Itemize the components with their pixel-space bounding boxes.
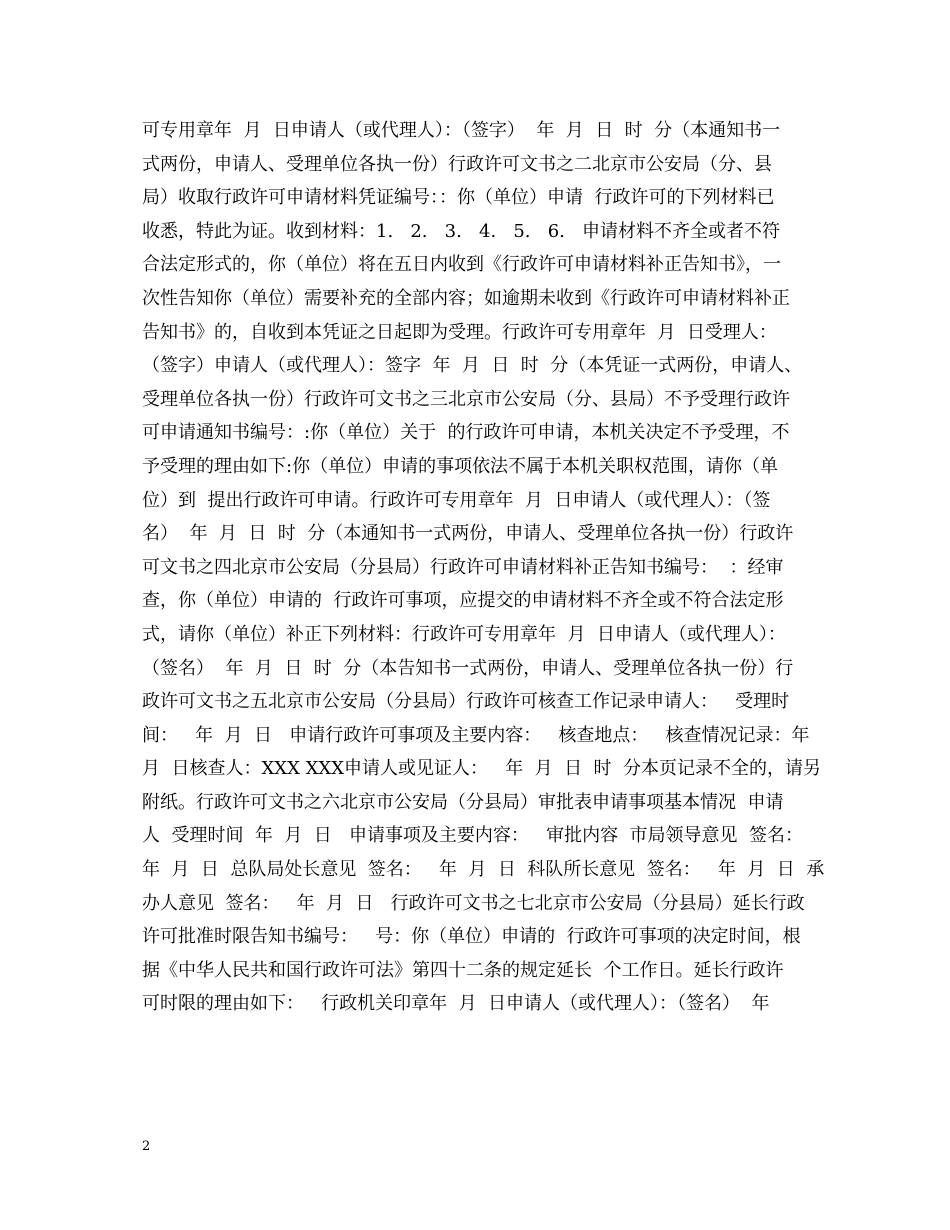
text-line: 式两份，申请人、受理单位各执一份）行政许可文书之二北京市公安局（分、县: [142, 153, 772, 175]
text-line: 可时限的理由如下： 行政机关印章年 月 日申请人（或代理人）：（签名） 年: [142, 993, 770, 1015]
text-line: 予受理的理由如下:你（单位）申请的事项依法不属于本机关职权范围，请你（单: [142, 455, 779, 477]
text-line: 可申请通知书编号：:你（单位）关于 的行政许可申请，本机关决定不予受理，不: [142, 422, 790, 444]
text-line: （签名） 年 月 日 时 分（本告知书一式两份，申请人、受理单位各执一份）行: [142, 657, 794, 679]
text-line: 受理单位各执一份）行政许可文书之三北京市公安局（分、县局）不予受理行政许: [142, 388, 790, 410]
text-line: 位）到 提出行政许可申请。行政许可专用章年 月 日申请人（或代理人）：（签: [142, 489, 771, 511]
text-line: 查，你（单位）申请的 行政许可事项，应提交的申请材料不齐全或不符合法定形: [142, 590, 784, 612]
text-line: 收悉，特此为证。收到材料：1. 2. 3. 4. 5. 6. 申请材料不齐全或者不符: [142, 220, 781, 242]
text-line: 办人意见 签名： 年 月 日 行政许可文书之七北京市公安局（分县局）延长行政: [142, 892, 805, 914]
text-line: 政许可文书之五北京市公安局（分县局）行政许可核查工作记录申请人： 受理时: [142, 691, 790, 713]
text-line: 月 日核查人：XXX XXX申请人或见证人： 年 月 日 时 分本页记录不全的，请另: [142, 758, 821, 780]
text-line: 年 月 日 总队局处长意见 签名： 年 月 日 科队所长意见 签名： 年 月 日 承: [142, 859, 825, 881]
text-line: 可文书之四北京市公安局（分县局）行政许可申请材料补正告知书编号： ：经审: [142, 556, 784, 578]
text-line: 告知书》的，自收到本凭证之日起即为受理。行政许可专用章年 月 日受理人：: [142, 321, 777, 343]
text-line: 合法定形式的，你（单位）将在五日内收到《行政许可申请材料补正告知书》，一: [142, 254, 781, 276]
text-line: 人 受理时间 年 月 日 申请事项及主要内容： 审批内容 市局领导意见 签名：: [142, 825, 803, 847]
text-line: 可专用章年 月 日申请人（或代理人）：（签字） 年 月 日 时 分（本通知书一: [142, 120, 781, 141]
text-line: 式，请你（单位）补正下列材料：行政许可专用章年 月 日申请人（或代理人）：: [142, 623, 786, 645]
text-line: 名） 年 月 日 时 分（本通知书一式两份，申请人、受理单位各执一份）行政许: [142, 523, 794, 545]
text-line: 次性告知你（单位）需要补充的全部内容；如逾期未收到《行政许可申请材料补正: [142, 287, 790, 309]
text-line: 附纸。行政许可文书之六北京市公安局（分县局）审批表申请事项基本情况 申请: [142, 791, 784, 813]
document-body: [142, 114, 825, 1021]
text-line: 局）收取行政许可申请材料凭证编号：：你（单位）申请 行政许可的下列材料已: [142, 187, 775, 209]
page-number: 2: [142, 1139, 151, 1154]
text-line: 据《中华人民共和国行政许可法》第四十二条的规定延长 个工作日。延长行政许: [142, 959, 784, 981]
text-line: 许可批准时限告知书编号： 号：你（单位）申请的 行政许可事项的决定时间，根: [142, 926, 801, 948]
text-line: （签字）申请人（或代理人）：签字 年 月 日 时 分（本凭证一式两份，申请人、: [142, 355, 803, 377]
text-line: 间： 年 月 日 申请行政许可事项及主要内容： 核查地点： 核查情况记录：年: [142, 724, 810, 746]
